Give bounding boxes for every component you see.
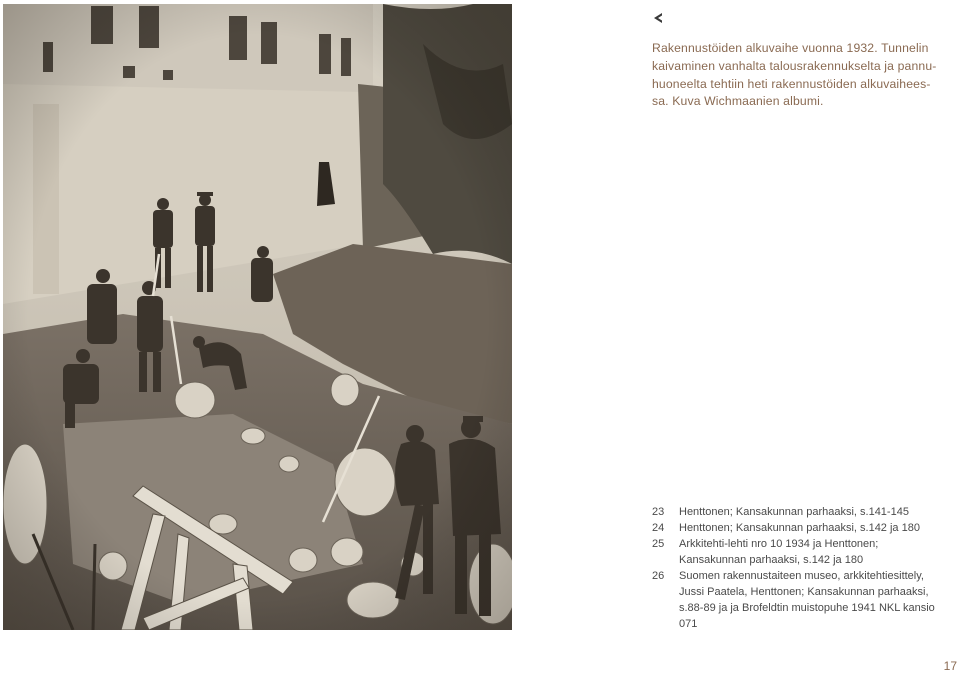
footnote-text: Kansakunnan parhaaksi, s.142 ja 180 xyxy=(679,554,864,566)
footnote-text: Henttonen; Kansakunnan parhaaksi, s.142 ja 180 xyxy=(679,522,920,534)
footnote-number: 24 xyxy=(652,522,665,534)
footnote-text: s.88-89 ja ja Brofeldtin muistopuhe 1941 NKL kansio xyxy=(679,602,935,614)
page-number: 17 xyxy=(943,659,957,673)
caption-line: kaivaminen vanhalta talousrakennukselta ja pannu- xyxy=(652,58,937,73)
caption-line: Rakennustöiden alkuvaihe vuonna 1932. Tunnelin xyxy=(652,41,929,55)
footnote xyxy=(652,536,959,568)
footnote xyxy=(652,504,959,520)
footnote xyxy=(652,568,959,632)
footnote-text: Henttonen; Kansakunnan parhaaksi, s.141-145 xyxy=(679,506,909,518)
footnote-number: 25 xyxy=(652,538,665,550)
caption-line: huoneelta tehtiin heti rakennustöiden alkuvaihees- xyxy=(652,76,931,91)
photo-caption xyxy=(652,40,959,111)
footnotes-list xyxy=(652,504,959,632)
footnote-text: Arkkitehti-lehti nro 10 1934 ja Henttonen; xyxy=(679,538,879,550)
footnote-text: 071 xyxy=(679,618,698,630)
footnote-text: Jussi Paatela, Henttonen; Kansakunnan parhaaksi, xyxy=(679,586,929,598)
footnote xyxy=(652,520,959,536)
footnote-text: Suomen rakennustaiteen museo, arkkitehtiesittely, xyxy=(679,570,924,582)
chevron-left-icon[interactable] xyxy=(652,12,664,24)
footnote-number: 26 xyxy=(652,570,665,582)
caption-line: sa. Kuva Wichmaanien albumi. xyxy=(652,94,824,109)
footnote-number: 23 xyxy=(652,506,665,518)
construction-site-photo xyxy=(3,4,512,630)
